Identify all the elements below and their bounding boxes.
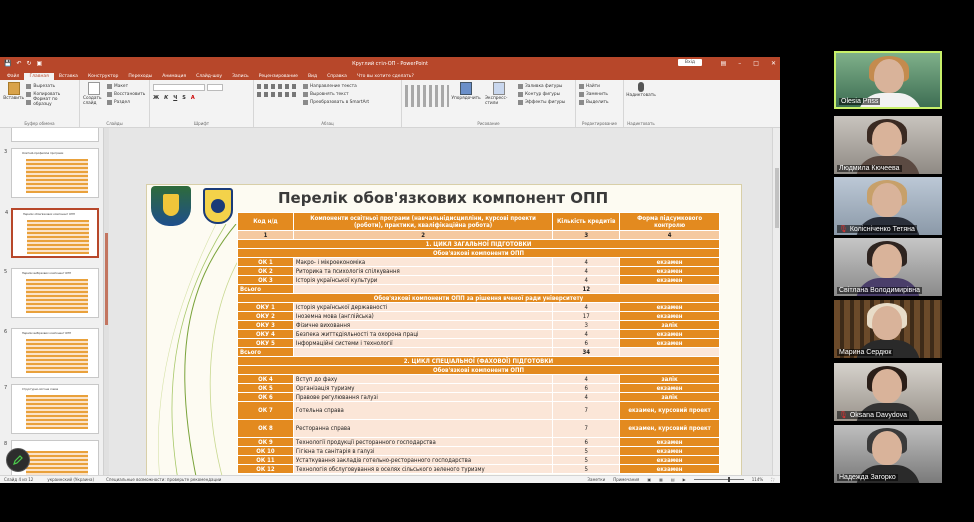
- font-format-row: [153, 95, 250, 101]
- component-control-form: екзамен: [620, 258, 720, 267]
- slide-canvas[interactable]: [146, 184, 742, 483]
- participant-face: [872, 122, 902, 156]
- column-number: 3: [553, 231, 620, 240]
- participant-face: [872, 369, 902, 403]
- thumbnail-table-preview: [26, 279, 88, 313]
- microphone-icon: [638, 82, 644, 92]
- component-name: Ресторанна справа: [293, 420, 552, 438]
- smartart-icon: [303, 100, 308, 105]
- participant-name-text: Світлана Володимирівна: [839, 287, 921, 294]
- quick-styles-button[interactable]: Экспресс-стили: [485, 82, 513, 107]
- table-row: [238, 366, 720, 375]
- component-control-form: екзамен: [620, 447, 720, 456]
- component-credits: 3: [553, 321, 620, 330]
- slide-thumbnail[interactable]: [11, 128, 99, 142]
- component-control-form: екзамен, курсовий проект: [620, 402, 720, 420]
- reading-view-icon[interactable]: ▤: [670, 477, 675, 482]
- group-font: Ж К Ч S A Шрифт: [150, 80, 254, 127]
- shape-effects-button[interactable]: Эффекты фигуры: [518, 98, 565, 106]
- thumbnail-title: Перелік вибіркових компонент ОПП: [22, 332, 72, 335]
- cut-button[interactable]: Вырезать: [26, 82, 76, 90]
- column-header: Код н/д: [238, 213, 294, 231]
- title-bar: [0, 57, 780, 70]
- slide-thumbnail[interactable]: [4, 148, 99, 198]
- total-label: Всього: [238, 348, 294, 357]
- slide-title: Перелік обов'язкових компонент ОПП: [278, 189, 609, 207]
- decorative-swirl: [146, 224, 242, 483]
- participant-tile[interactable]: [834, 425, 942, 483]
- font-size-input[interactable]: [207, 84, 223, 91]
- component-credits: 5: [553, 447, 620, 456]
- participant-name: [837, 349, 893, 356]
- component-code: ОКУ 3: [238, 321, 294, 330]
- group-slides: Создать слайд Макет Восстановить Раздел Слайды: [80, 80, 150, 127]
- component-credits: 6: [553, 339, 620, 348]
- find-button[interactable]: Найти: [579, 82, 620, 90]
- participant-name-text: Людмила Кючеева: [839, 165, 900, 172]
- font-name-input[interactable]: [153, 84, 205, 91]
- component-code: ОК 10: [238, 447, 294, 456]
- component-name: Правове регулювання галузі: [293, 393, 552, 402]
- component-code: ОК 11: [238, 456, 294, 465]
- italic-icon[interactable]: К: [164, 95, 169, 101]
- normal-view-icon[interactable]: ▣: [647, 477, 652, 482]
- logos: [149, 186, 236, 226]
- outline-icon: [518, 92, 523, 97]
- strike-icon[interactable]: S: [182, 95, 186, 101]
- status-right: [587, 477, 774, 482]
- table-row: [238, 330, 720, 339]
- text-direction-button[interactable]: Направление текста: [303, 82, 369, 90]
- arrange-icon: [460, 82, 472, 95]
- table-row: [238, 339, 720, 348]
- participant-name-text: Колісніченко Тетяна: [849, 226, 915, 233]
- shape-outline-button[interactable]: Контур фигуры: [518, 90, 565, 98]
- component-name: Готельна справа: [293, 402, 552, 420]
- component-credits: 4: [553, 267, 620, 276]
- cycle-heading: 1. ЦИКЛ ЗАГАЛЬНОЇ ПІДГОТОВКИ: [238, 240, 720, 249]
- thumbnail-number: 5: [4, 269, 8, 275]
- scissors-icon: [26, 84, 31, 89]
- section-button[interactable]: Раздел: [107, 98, 145, 106]
- component-control-form: екзамен: [620, 312, 720, 321]
- participant-name-text: Надежда Загорко: [839, 474, 896, 481]
- component-name: Фізичне виховання: [293, 321, 552, 330]
- redo-icon[interactable]: ↻: [26, 60, 32, 67]
- table-body: [238, 213, 720, 474]
- thumbnail-table-preview: [26, 451, 88, 475]
- tab-5[interactable]: Анимация: [162, 74, 187, 79]
- zoom-slider-knob[interactable]: [728, 477, 730, 482]
- reset-icon: [107, 92, 112, 97]
- component-name: Інформаційні системи і технології: [293, 339, 552, 348]
- section-heading: Обов'язкові компоненти ОПП: [238, 249, 720, 258]
- thumbnail-number: 4: [5, 210, 9, 216]
- column-number: 4: [620, 231, 720, 240]
- tab-2[interactable]: Вставка: [58, 74, 78, 79]
- zoom-slider[interactable]: [694, 479, 744, 480]
- thumbnail-number: 6: [4, 329, 8, 335]
- group-voice: Надиктовать Надиктовать: [624, 80, 658, 127]
- layout-button[interactable]: Макет: [107, 82, 145, 90]
- component-control-form: екзамен: [620, 276, 720, 285]
- participant-tile[interactable]: [834, 363, 942, 421]
- table-row: [238, 276, 720, 285]
- column-header: Кількість кредитів: [553, 213, 620, 231]
- align-text-icon: [303, 92, 308, 97]
- thumbnail-title: Перелік обов'язкових компонент ОПП: [23, 213, 75, 216]
- brush-icon: [26, 100, 31, 105]
- format-painter-button[interactable]: Формат по образцу: [26, 98, 76, 106]
- slideshow-view-icon[interactable]: ▶: [682, 477, 686, 482]
- table-row: [238, 420, 720, 438]
- thumbnail-title: Перелік вибіркових компонент ОПП: [22, 272, 72, 275]
- table-cell: [293, 285, 552, 294]
- component-credits: 4: [553, 258, 620, 267]
- table-row: [238, 402, 720, 420]
- participant-name: [837, 287, 922, 294]
- ribbon-tabs: [0, 70, 780, 80]
- component-name: Історія української державності: [293, 303, 552, 312]
- component-name: Устаткування закладів готельно-ресторанного господарства: [293, 456, 552, 465]
- slide-thumbnail[interactable]: [4, 268, 99, 318]
- table-row: [238, 294, 720, 303]
- thumbnail-title: Освітній-професійні програми: [22, 152, 64, 155]
- thumbnail-number: 8: [4, 441, 8, 447]
- component-code: ОК 4: [238, 375, 294, 384]
- table-row: [238, 303, 720, 312]
- column-header: Компоненти освітньої програми (навчальнідисципліни, курсові проекти (роботи), практики, кваліфікаційна робота): [293, 213, 552, 231]
- slide-thumbnail[interactable]: [4, 328, 99, 378]
- table-row: [238, 348, 720, 357]
- new-slide-icon: [88, 82, 100, 95]
- window-title: Круглий стіл-ОП - PowerPoint: [352, 60, 428, 67]
- slide-scroll-thumb[interactable]: [775, 168, 779, 228]
- component-code: ОК 7: [238, 402, 294, 420]
- ribbon-display-icon[interactable]: ▤: [720, 60, 727, 67]
- component-code: ОКУ 1: [238, 303, 294, 312]
- component-code: ОКУ 5: [238, 339, 294, 348]
- status-bar: [0, 475, 780, 483]
- section-heading: Обов'язкові компоненти ОПП за рішення вченої ради університету: [238, 294, 720, 303]
- thumbnail-table-preview: [26, 395, 88, 429]
- mic-muted-icon: 🎙: [839, 412, 848, 419]
- thumbnail-number: 7: [4, 385, 8, 391]
- component-control-form: екзамен: [620, 456, 720, 465]
- component-code: ОК 6: [238, 393, 294, 402]
- component-credits: 4: [553, 393, 620, 402]
- table-row: [238, 393, 720, 402]
- tab-9[interactable]: Вид: [307, 74, 318, 79]
- paste-button[interactable]: Вставить: [3, 82, 24, 106]
- component-name: Технології продукції ресторанного господарства: [293, 438, 552, 447]
- component-name: Гігієна та санітарія в галузі: [293, 447, 552, 456]
- component-name: Вступ до фаху: [293, 375, 552, 384]
- component-control-form: екзамен: [620, 384, 720, 393]
- arrange-button[interactable]: Упорядочить: [452, 82, 480, 107]
- participant-name: [837, 411, 909, 419]
- thumbnails-scrollbar[interactable]: [104, 128, 109, 475]
- fit-slide-icon[interactable]: ⛶: [771, 477, 774, 482]
- thumbnails-scroll-thumb[interactable]: [105, 233, 108, 325]
- minimize-icon[interactable]: –: [738, 60, 742, 67]
- component-control-form: екзамен: [620, 438, 720, 447]
- slideshow-icon[interactable]: ▣: [36, 60, 43, 67]
- search-icon: [579, 84, 584, 89]
- component-control-form: екзамен, курсовий проект: [620, 420, 720, 438]
- sign-in-button[interactable]: Вхід: [678, 59, 702, 66]
- component-code: ОК 3: [238, 276, 294, 285]
- component-control-form: екзамен: [620, 303, 720, 312]
- replace-button[interactable]: Заменить: [579, 90, 620, 98]
- participant-name: [839, 98, 880, 105]
- table-row: [238, 465, 720, 474]
- table-row: [238, 384, 720, 393]
- component-code: ОК 12: [238, 465, 294, 474]
- accessibility-status[interactable]: Специальные возможности: проверьте рекомендации: [106, 477, 222, 482]
- select-icon: [579, 100, 584, 105]
- work-area: [0, 128, 780, 475]
- column-number: 1: [238, 231, 294, 240]
- tab-7[interactable]: Запись: [232, 74, 249, 79]
- copy-icon: [26, 92, 31, 97]
- component-name: Іноземна мова (англійська): [293, 312, 552, 321]
- close-icon[interactable]: ✕: [770, 60, 776, 67]
- component-control-form: екзамен: [620, 330, 720, 339]
- undo-icon[interactable]: ↶: [16, 60, 22, 67]
- participant-face: [872, 183, 902, 217]
- participant-face: [874, 59, 904, 93]
- group-clipboard: Вставить Вырезать Копировать Формат по образцу Буфер обмена: [0, 80, 80, 127]
- component-control-form: залік: [620, 321, 720, 330]
- thumbnail-table-preview: [26, 339, 88, 373]
- component-code: ОК 5: [238, 384, 294, 393]
- component-name: Історія української культури: [293, 276, 552, 285]
- table-cell: [620, 285, 720, 294]
- table-row: [238, 438, 720, 447]
- pencil-icon: [12, 454, 24, 466]
- component-control-form: залік: [620, 375, 720, 384]
- font-color-icon[interactable]: A: [190, 95, 195, 101]
- sorter-view-icon[interactable]: ▦: [659, 477, 663, 482]
- participant-face: [872, 306, 902, 340]
- component-code: ОКУ 4: [238, 330, 294, 339]
- table-row: [238, 456, 720, 465]
- thumbnail-table-preview: [26, 159, 88, 193]
- participant-name: [837, 474, 898, 481]
- select-button[interactable]: Выделить: [579, 98, 620, 106]
- participant-tile[interactable]: [834, 238, 942, 296]
- table-row: [238, 240, 720, 249]
- replace-icon: [579, 92, 584, 97]
- total-credits: 12: [553, 285, 620, 294]
- table-row: [238, 375, 720, 384]
- dictate-button[interactable]: Надиктовать: [627, 82, 655, 98]
- slide-thumbnail[interactable]: [4, 384, 99, 434]
- component-credits: 4: [553, 330, 620, 339]
- component-code: ОК 2: [238, 267, 294, 276]
- total-credits: 34: [553, 348, 620, 357]
- participant-tile[interactable]: [834, 116, 942, 174]
- component-name: Макро- і мікроекономіка: [293, 258, 552, 267]
- participant-face: [872, 244, 902, 278]
- table-cell: [620, 348, 720, 357]
- university-emblem-icon: [203, 188, 233, 224]
- component-credits: 4: [553, 276, 620, 285]
- notes-button[interactable]: Заметки: [587, 477, 606, 482]
- tab-3[interactable]: Конструктор: [87, 74, 119, 79]
- clipboard-icon: [8, 82, 20, 95]
- table-row: [238, 258, 720, 267]
- section-icon: [107, 100, 112, 105]
- component-control-form: екзамен: [620, 339, 720, 348]
- participant-tile[interactable]: [834, 300, 942, 358]
- shapes-gallery[interactable]: [405, 85, 449, 107]
- components-table: [237, 212, 720, 474]
- component-code: ОК 1: [238, 258, 294, 267]
- tab-10[interactable]: Справка: [327, 74, 347, 79]
- window-controls: [721, 60, 776, 67]
- tab-6[interactable]: Слайд-шоу: [196, 74, 223, 79]
- component-credits: 6: [553, 384, 620, 393]
- section-heading: Обов'язкові компоненти ОПП: [238, 366, 720, 375]
- new-slide-button[interactable]: Создать слайд: [83, 82, 105, 106]
- table-row: [238, 231, 720, 240]
- copy-button[interactable]: Копировать: [26, 90, 76, 98]
- component-credits: 7: [553, 402, 620, 420]
- component-code: ОК 8: [238, 420, 294, 438]
- tab-1[interactable]: Главная: [24, 73, 53, 80]
- component-credits: 17: [553, 312, 620, 321]
- quick-styles-icon: [493, 82, 505, 95]
- tab-0[interactable]: Файл: [7, 74, 20, 79]
- table-row: [238, 267, 720, 276]
- group-drawing: Упорядочить Экспресс-стили Заливка фигуры Контур фигуры Эффекты фигуры Рисование: [402, 80, 576, 127]
- underline-icon[interactable]: Ч: [173, 95, 178, 101]
- component-credits: 7: [553, 420, 620, 438]
- thumbnail-number: 3: [4, 149, 8, 155]
- table-row: [238, 357, 720, 366]
- slide-thumbnails-pane: [0, 128, 104, 475]
- annotate-fab-button[interactable]: [6, 448, 30, 472]
- component-code: ОКУ 2: [238, 312, 294, 321]
- table-row: [238, 285, 720, 294]
- table-row: [238, 321, 720, 330]
- component-credits: 4: [553, 375, 620, 384]
- text-direction-icon: [303, 84, 308, 89]
- smartart-button[interactable]: Преобразовать в SmartArt: [303, 98, 369, 106]
- powerpoint-window: [0, 57, 780, 483]
- column-header: Форма підсумкового контролю: [620, 213, 720, 231]
- participant-name: [837, 225, 917, 233]
- zoom-level[interactable]: 114%: [751, 477, 764, 482]
- slide-counter: Слайд 4 из 12: [4, 477, 34, 482]
- component-name: Безпека життєдіяльності та охорона праці: [293, 330, 552, 339]
- paragraph-buttons: [257, 84, 297, 106]
- save-icon[interactable]: 💾: [4, 60, 12, 67]
- maximize-icon[interactable]: □: [753, 60, 759, 67]
- component-control-form: екзамен: [620, 465, 720, 474]
- bold-icon[interactable]: Ж: [153, 95, 160, 101]
- total-label: Всього: [238, 285, 294, 294]
- participant-name: [837, 165, 902, 172]
- group-editing: Найти Заменить Выделить Редактирование: [576, 80, 624, 127]
- component-control-form: залік: [620, 393, 720, 402]
- component-credits: 4: [553, 303, 620, 312]
- component-credits: 5: [553, 456, 620, 465]
- coat-of-arms-icon: [151, 186, 191, 226]
- component-control-form: екзамен: [620, 267, 720, 276]
- tab-8[interactable]: Рецензирование: [258, 74, 298, 79]
- component-credits: 6: [553, 438, 620, 447]
- table-row: [238, 312, 720, 321]
- table-row: [238, 447, 720, 456]
- group-paragraph: Направление текста Выровнять текст Преобразовать в SmartArt Абзац: [254, 80, 402, 127]
- component-credits: 5: [553, 465, 620, 474]
- table-row: [238, 213, 720, 231]
- comments-button[interactable]: Примечания: [613, 477, 640, 482]
- participant-name-text: Марина Сердюк: [839, 349, 892, 356]
- ribbon: [0, 80, 780, 128]
- layout-icon: [107, 84, 112, 89]
- cycle-heading: 2. ЦИКЛ СПЕЦІАЛЬНОЇ (ФАХОВОЇ) ПІДГОТОВКИ: [238, 357, 720, 366]
- align-icons[interactable]: [257, 92, 297, 97]
- align-text-button[interactable]: Выровнять текст: [303, 90, 369, 98]
- component-code: ОК 9: [238, 438, 294, 447]
- table-row: [238, 249, 720, 258]
- mic-muted-icon: 🎙: [839, 226, 848, 233]
- table-cell: [293, 348, 552, 357]
- column-number: 2: [293, 231, 552, 240]
- participant-face: [872, 431, 902, 465]
- slide-scrollbar[interactable]: [772, 128, 780, 475]
- participant-tile[interactable]: [834, 177, 942, 235]
- participant-name-text: Oksana Davydova: [849, 412, 908, 419]
- participant-tile[interactable]: [834, 51, 942, 109]
- tab-11[interactable]: Что вы хотите сделать?: [356, 74, 414, 79]
- reset-button[interactable]: Восстановить: [107, 90, 145, 98]
- effects-icon: [518, 100, 523, 105]
- component-name: Риторика та психологія спілкування: [293, 267, 552, 276]
- thumbnail-table-preview: [27, 220, 89, 254]
- component-name: Організація туризму: [293, 384, 552, 393]
- participant-name-text: Olesia Priss: [841, 98, 879, 105]
- slide-thumbnail[interactable]: [5, 208, 99, 258]
- language-status[interactable]: украинский (Украина): [47, 477, 95, 482]
- thumbnail-title: Структурно-логічна схема: [22, 388, 59, 391]
- tab-4[interactable]: Переходы: [128, 74, 153, 79]
- list-icons[interactable]: [257, 84, 297, 89]
- fill-icon: [518, 84, 523, 89]
- shape-fill-button[interactable]: Заливка фигуры: [518, 82, 565, 90]
- component-name: Технологія обслуговування в оселях сільського зеленого туризму: [293, 465, 552, 474]
